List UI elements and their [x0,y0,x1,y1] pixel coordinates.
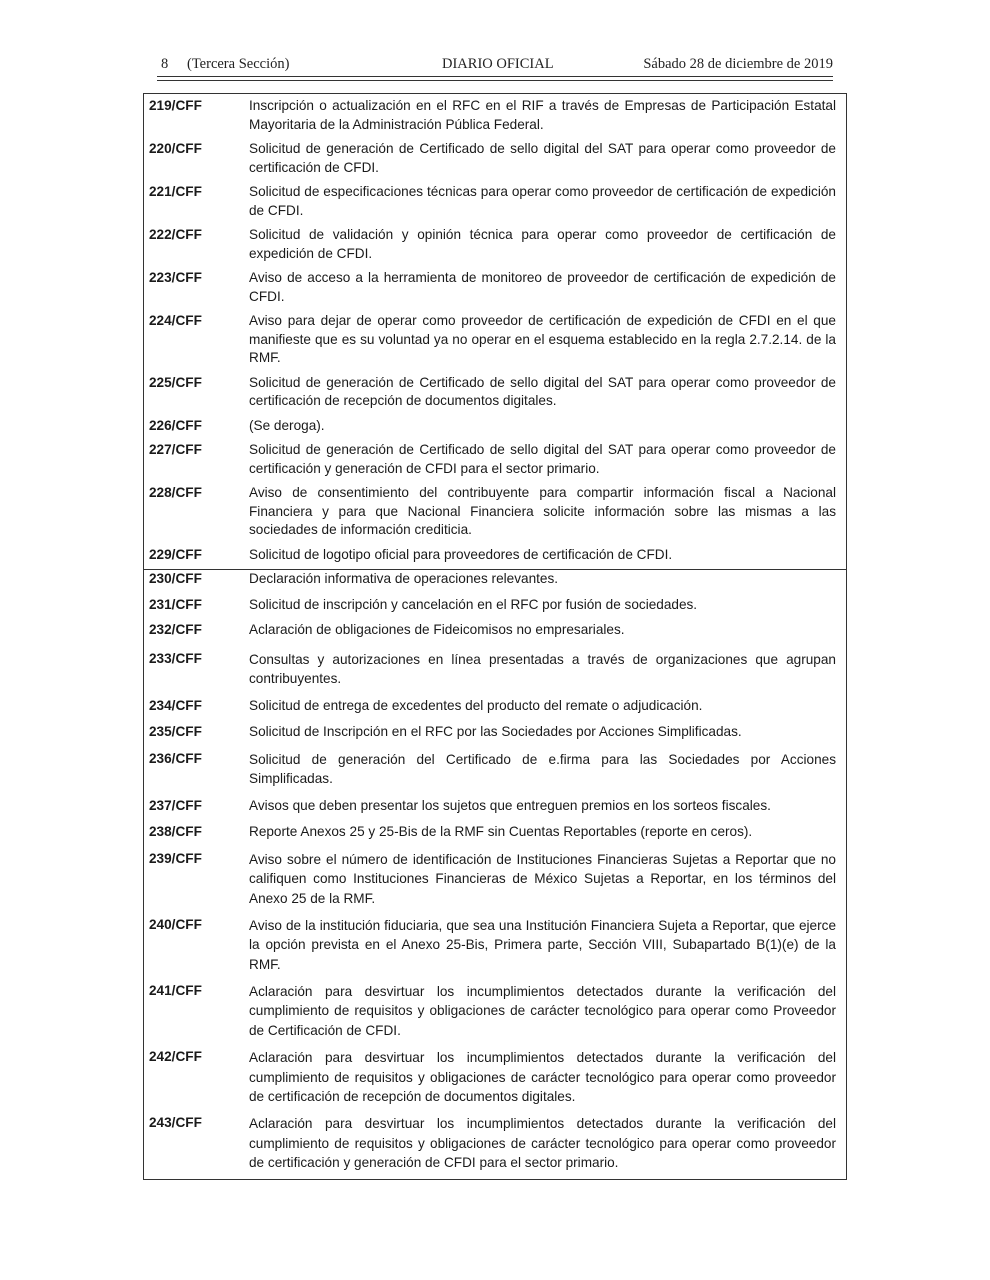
page-number: 8 [161,56,169,72]
procedure-code: 241/CFF [149,982,202,998]
procedure-description: Solicitud de generación de Certificado de sello digital del SAT para operar como proveedor de certificación de CFDI. [249,141,836,175]
table-group-1 [144,94,846,569]
procedure-description: Aclaración de obligaciones de Fideicomisos no empresariales. [249,622,625,637]
section-label: (Tercera Sección) [187,56,290,72]
table-row [144,596,846,615]
table-row [144,546,846,565]
procedure-description: Solicitud de especificaciones técnicas para operar como proveedor de certificación de expedición de CFDI. [249,184,836,218]
procedure-code: 243/CFF [149,1114,202,1130]
procedure-code: 233/CFF [149,650,202,666]
procedure-code: 242/CFF [149,1048,202,1064]
procedure-description: Solicitud de logotipo oficial para proveedores de certificación de CFDI. [249,546,673,562]
publication-title: DIARIO OFICIAL [442,56,554,72]
table-row [144,850,846,909]
procedure-description: Solicitud de generación de Certificado de sello digital del SAT para operar como proveedor de certificación y generación de CFDI para el sector primario. [249,442,836,476]
procedure-code: 220/CFF [149,141,202,156]
procedure-description: Aviso sobre el número de identificación de Instituciones Financieras Sujetas a Reportar que no califiquen como Instituciones Financieras de México Sujetas a Reportar, en los términos del Anexo 25 de la RMF. [249,851,836,906]
procedure-code: 224/CFF [149,313,202,328]
procedure-code: 231/CFF [149,596,202,612]
table-row [144,1048,846,1107]
procedure-code: 223/CFF [149,270,202,285]
procedure-code: 236/CFF [149,750,202,766]
table-row [144,650,846,689]
procedures-table [143,93,847,1180]
procedure-description: (Se deroga). [249,417,325,433]
table-row [144,417,846,436]
table-row [144,750,846,789]
procedure-description: Solicitud de entrega de excedentes del producto del remate o adjudicación. [249,697,703,713]
procedure-code: 234/CFF [149,697,202,713]
procedure-description: Solicitud de validación y opinión técnica para operar como proveedor de certificación de expedición de CFDI. [249,227,836,261]
table-row [144,697,846,716]
table-row [144,723,846,742]
procedure-code: 222/CFF [149,227,202,242]
procedure-code: 232/CFF [149,622,202,637]
table-row [144,183,846,220]
procedure-code: 225/CFF [149,374,202,390]
procedure-description: Consultas y autorizaciones en línea presentadas a través de organizaciones que agrupan contribuyentes. [249,651,836,686]
procedure-description: Reporte Anexos 25 y 25-Bis de la RMF sin Cuentas Reportables (reporte en ceros). [249,824,753,839]
table-row [144,797,846,816]
table-row [144,621,846,640]
procedure-code: 227/CFF [149,442,202,457]
table-row [144,1114,846,1173]
table-row [144,97,846,134]
table-row [144,916,846,975]
procedure-description: Declaración informativa de operaciones relevantes. [249,571,559,586]
page-header [157,56,833,76]
table-row [144,226,846,263]
procedure-description: Inscripción o actualización en el RFC en el RIF a través de Empresas de Participación Estatal Mayoritaria de la Administración Pública Federal. [249,98,836,132]
procedure-code: 235/CFF [149,724,202,739]
table-row [144,982,846,1041]
procedure-description: Solicitud de generación del Certificado de e.firma para las Sociedades por Acciones Simplificadas. [249,751,836,786]
table-row [144,312,846,368]
procedure-description: Solicitud de generación de Certificado de sello digital del SAT para operar como proveedor de certificación de recepción de documentos digitales. [249,374,836,408]
procedure-code: 238/CFF [149,824,202,839]
table-row [144,441,846,478]
table-row [144,269,846,306]
procedure-description: Avisos que deben presentar los sujetos que entreguen premios en los sorteos fiscales. [249,797,771,813]
table-row [144,140,846,177]
publication-date: Sábado 28 de diciembre de 2019 [643,56,833,72]
procedure-code: 228/CFF [149,485,202,500]
procedure-code: 240/CFF [149,916,202,932]
procedure-code: 226/CFF [149,417,202,433]
procedure-description: Aviso de consentimiento del contribuyente para compartir información fiscal a Nacional Financiera y para que Nacional Financiera solicite información sobre las mismas a las sociedades de información crediticia. [249,485,836,537]
procedure-code: 239/CFF [149,850,202,866]
procedure-code: 237/CFF [149,797,202,813]
procedure-description: Aviso de la institución fiduciaria, que sea una Institución Financiera Sujeta a Reportar, que ejerce la opción prevista en el Anexo 25-Bis, Primera parte, Sección VIII, Subapartado B(1)(e) de la RMF. [249,917,836,973]
procedure-description: Solicitud de Inscripción en el RFC por las Sociedades por Acciones Simplificadas. [249,724,742,739]
procedure-description: Aviso para dejar de operar como proveedor de certificación de expedición de CFDI en el que manifieste que es su voluntad ya no operar en el esquema establecido en la regla 2.7.2.14. de la RMF. [249,313,836,365]
table-row [144,374,846,411]
table-row [144,570,846,589]
table-group-2 [144,569,846,1179]
procedure-description: Aclaración para desvirtuar los incumplimientos detectados durante la verificación del cumplimiento de requisitos y obligaciones de carácter tecnológico para operar como proveedor de certificación de recepción de documentos digitales. [249,1049,836,1105]
procedure-code: 221/CFF [149,184,202,199]
table-row [144,484,846,540]
procedure-code: 219/CFF [149,98,202,113]
procedure-description: Solicitud de inscripción y cancelación en el RFC por fusión de sociedades. [249,596,698,612]
procedure-code: 230/CFF [149,571,202,586]
procedure-code: 229/CFF [149,546,202,562]
procedure-description: Aclaración para desvirtuar los incumplimientos detectados durante la verificación del cumplimiento de requisitos y obligaciones de carácter tecnológico para operar como Proveedor de Certificación de CFDI. [249,983,836,1039]
procedure-description: Aviso de acceso a la herramienta de monitoreo de proveedor de certificación de expedición de CFDI. [249,270,836,304]
procedure-description: Aclaración para desvirtuar los incumplimientos detectados durante la verificación del cumplimiento de requisitos y obligaciones de carácter tecnológico para operar como proveedor de certificación y generación de CFDI para el sector primario. [249,1115,836,1171]
header-double-rule [157,76,833,81]
table-row [144,823,846,842]
